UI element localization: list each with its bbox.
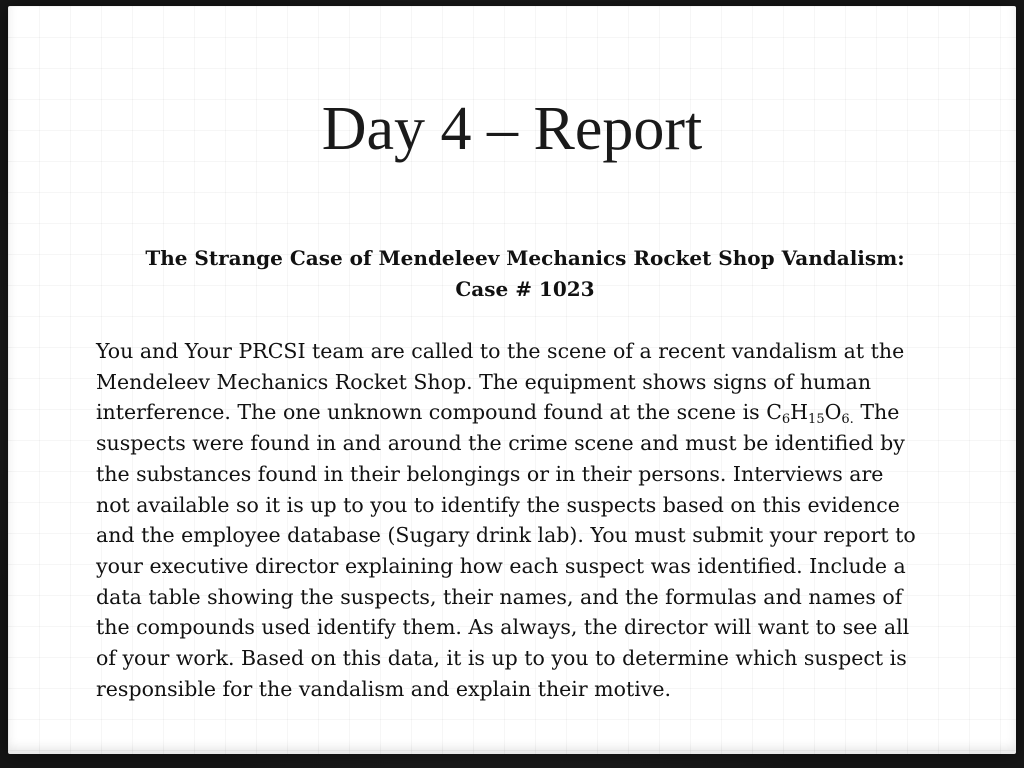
body-line: the compounds used identify them. As always, the director will want to see all [96,615,910,640]
body-line: and the employee database (Sugary drink lab). You must submit your report to [96,523,916,548]
body-text-fragment: interference. The one unknown compound found at the scene is [96,400,767,425]
case-description [96,336,966,704]
body-line: data table showing the suspects, their names, and the formulas and names of [96,584,903,609]
body-line-with-formula [96,397,966,428]
formula-subscript-o: 6. [841,412,854,428]
formula-element-o: O [824,400,842,425]
body-line: not available so it is up to you to identify the suspects based on this evidence [96,492,900,517]
body-line: suspects were found in and around the crime scene and must be identified by [96,431,905,456]
case-heading-line-2: Case # 1023 [455,277,595,301]
case-heading [8,243,1024,305]
page-title: Day 4 – Report [321,95,703,163]
body-line: of your work. Based on this data, it is up to you to determine which suspect is [96,646,907,671]
chemical-formula [766,400,854,428]
formula-subscript-h: 15 [808,412,825,428]
body-line: the substances found in their belongings or in their persons. Interviews are [96,461,884,486]
body-line: your executive director explaining how each suspect was identified. Include a [96,553,906,578]
body-line: You and Your PRCSI team are called to the scene of a recent vandalism at the [96,339,905,363]
formula-subscript-c: 6 [781,412,791,428]
body-text-fragment: The [853,400,900,425]
slide-paper [8,6,1016,754]
formula-element-h: H [790,400,809,425]
case-heading-line-1: The Strange Case of Mendeleev Mechanics Rocket Shop Vandalism: [145,246,905,270]
formula-element-c: C [766,400,782,425]
body-line: Mendeleev Mechanics Rocket Shop. The equipment shows signs of human [96,369,872,394]
body-line: responsible for the vandalism and explain their motive. [96,676,671,701]
